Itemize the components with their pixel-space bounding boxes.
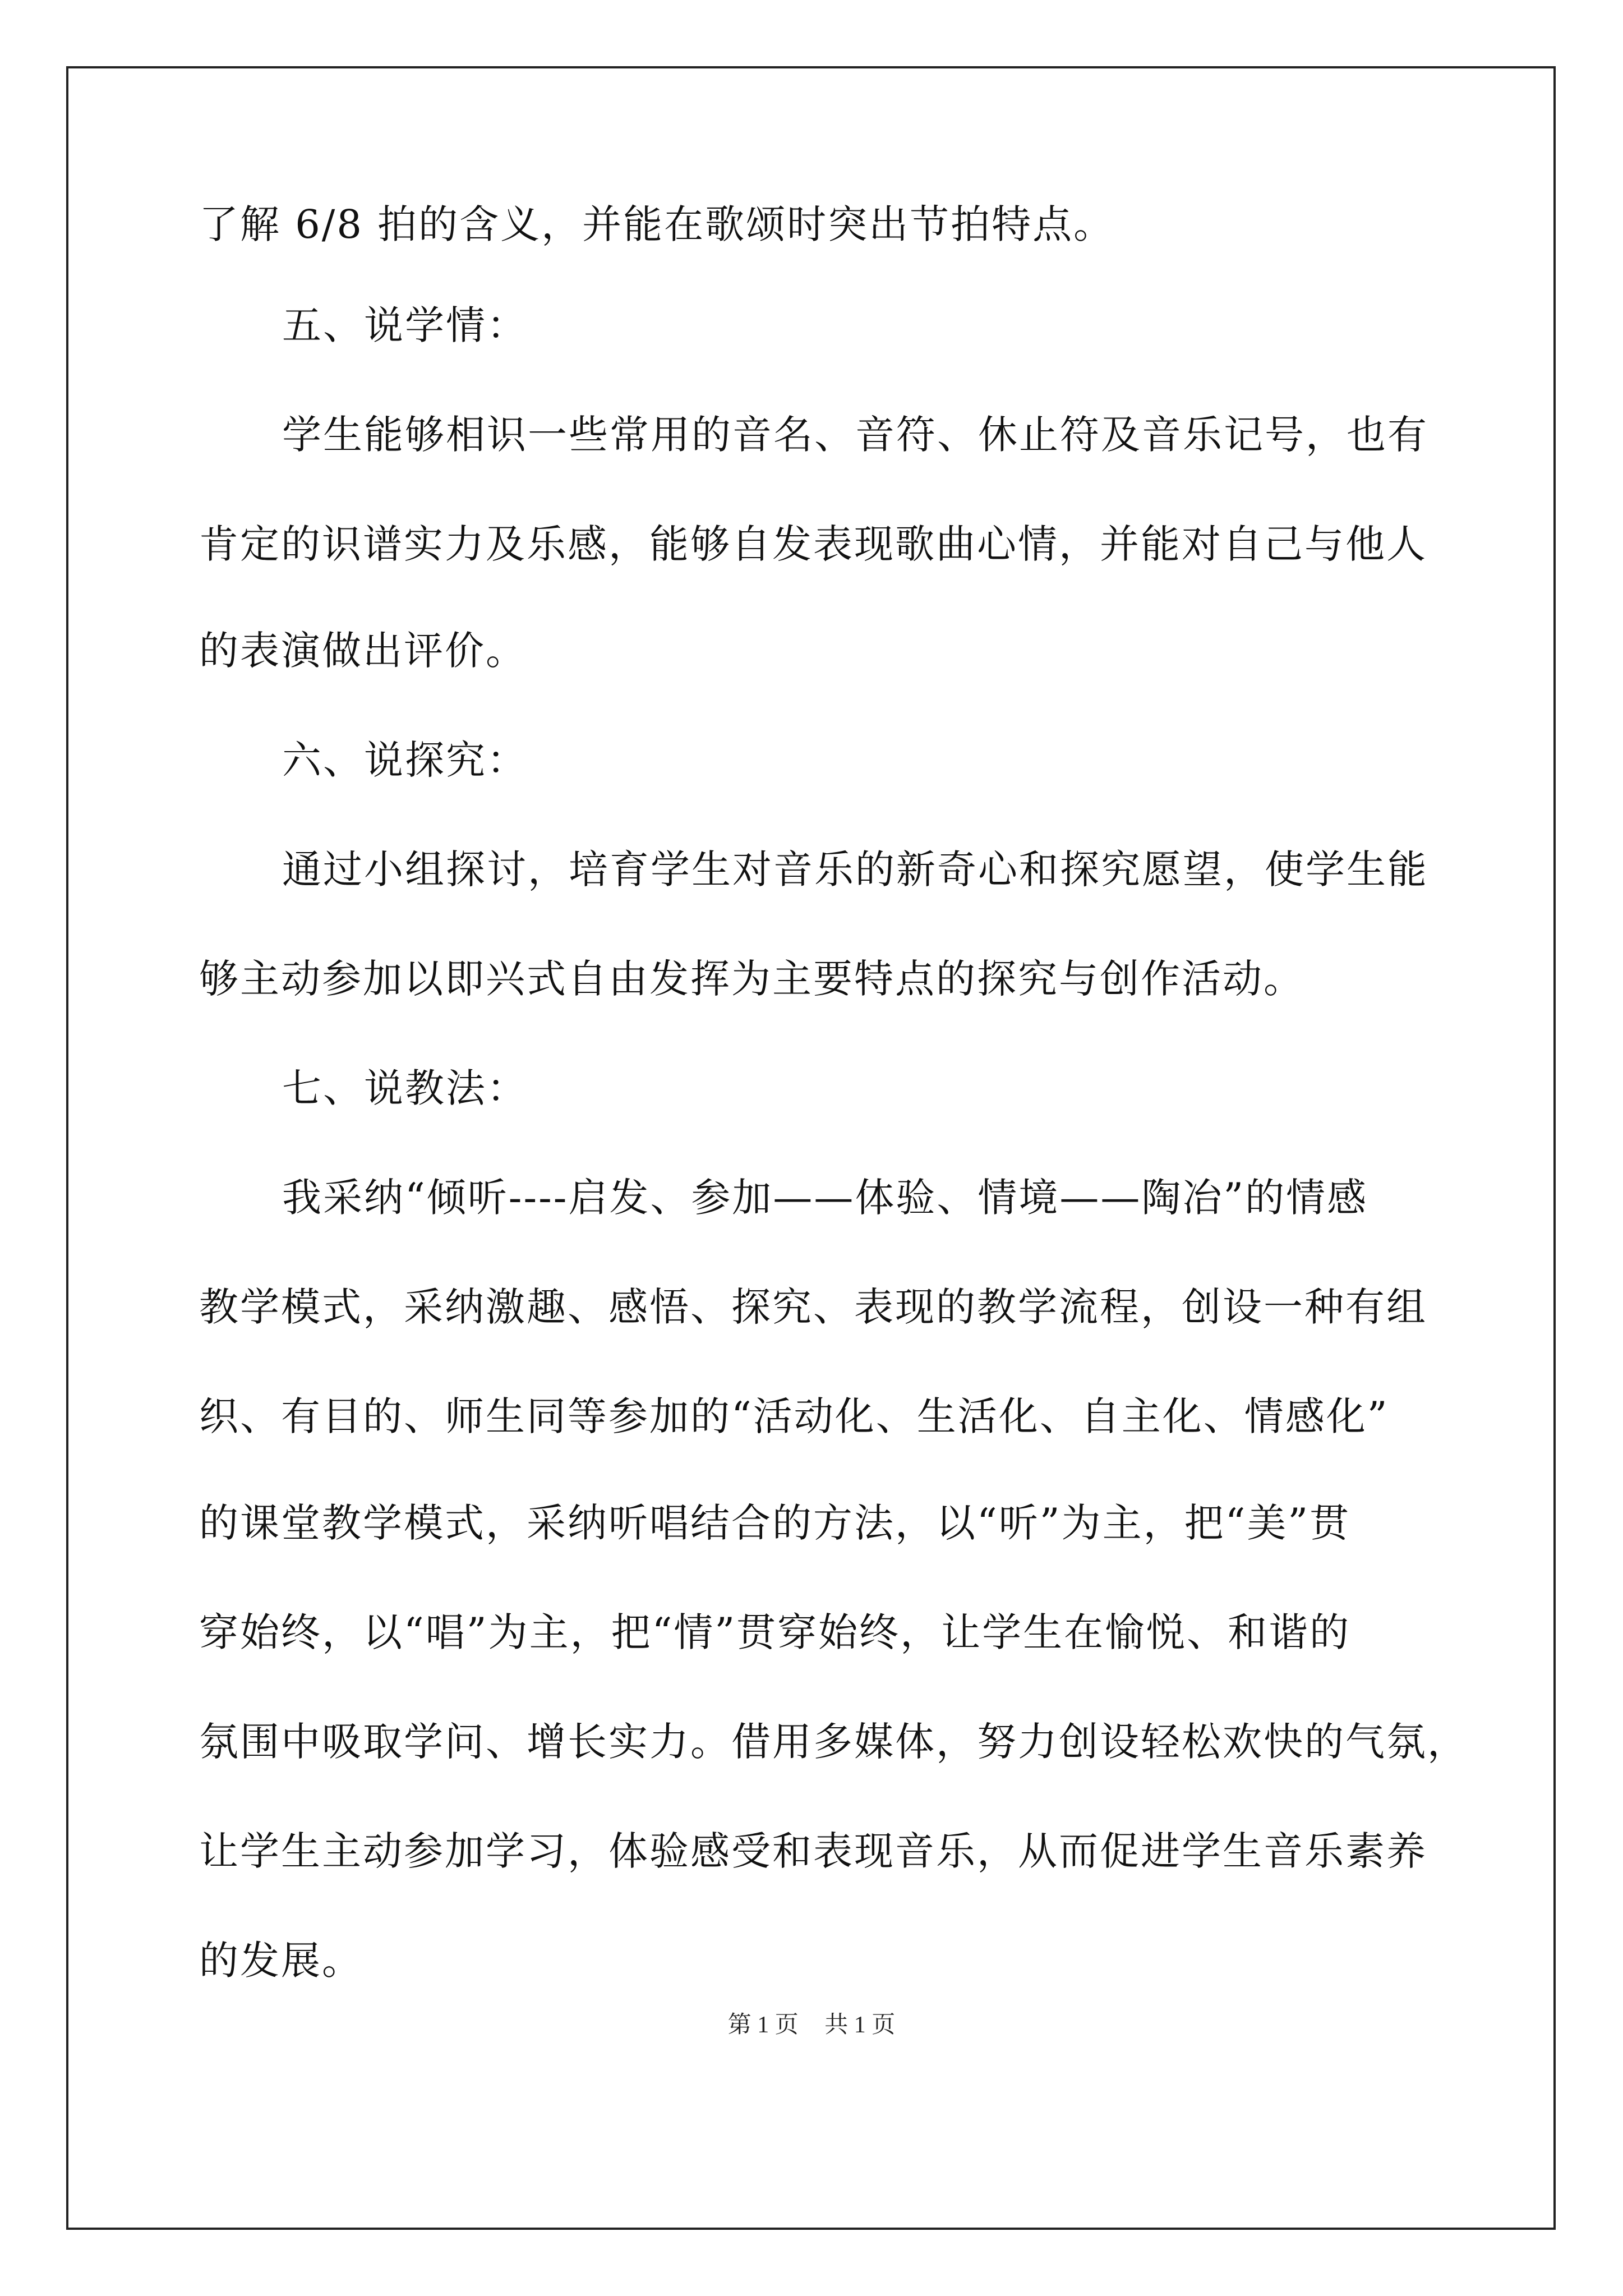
paragraph-line: 够主动参加以即兴式自由发挥为主要特点的探究与创作活动。 bbox=[199, 956, 1304, 1002]
paragraph-line: 穿始终，以“唱”为主，把“情”贯穿始终，让学生在愉悦、和谐的 bbox=[199, 1609, 1351, 1655]
paragraph-line: 通过小组探讨，培育学生对音乐的新奇心和探究愿望，使学生能 bbox=[282, 846, 1428, 892]
paragraph-line: 肯定的识谱实力及乐感，能够自发表现歌曲心情，并能对自己与他人 bbox=[199, 521, 1427, 567]
page-border bbox=[66, 66, 1556, 2230]
paragraph-line: 的课堂教学模式，采纳听唱结合的方法，以“听”为主，把“美”贯 bbox=[199, 1500, 1351, 1546]
paragraph-line: 的发展。 bbox=[199, 1938, 363, 1984]
section-heading: 六、说探究： bbox=[282, 737, 528, 783]
paragraph-line: 学生能够相识一些常用的音名、音符、休止符及音乐记号，也有 bbox=[282, 412, 1428, 458]
paragraph-line: 的表演做出评价。 bbox=[199, 628, 527, 674]
paragraph-line: 教学模式，采纳激趣、感悟、探究、表现的教学流程，创设一种有组 bbox=[199, 1284, 1427, 1330]
paragraph-line: 织、有目的、师生同等参加的“活动化、生活化、自主化、情感化” bbox=[199, 1393, 1389, 1439]
paragraph-line: 我采纳“倾听----启发、参加——体验、情境——陶冶”的情感 bbox=[282, 1175, 1368, 1221]
section-heading: 五、说学情： bbox=[282, 302, 528, 348]
paragraph-line: 氛围中吸取学问、增长实力。借用多媒体，努力创设轻松欢快的气氛， bbox=[199, 1719, 1468, 1765]
paragraph-line: 让学生主动参加学习，体验感受和表现音乐，从而促进学生音乐素养 bbox=[199, 1828, 1427, 1874]
page-number: 第 1 页 bbox=[727, 2012, 799, 2038]
page-footer bbox=[0, 2008, 1623, 2042]
section-heading: 七、说教法： bbox=[282, 1065, 528, 1111]
paragraph-line: 了解 6/8 拍的含义，并能在歌颂时突出节拍特点。 bbox=[199, 201, 1115, 247]
page-total: 共 1 页 bbox=[824, 2012, 896, 2038]
